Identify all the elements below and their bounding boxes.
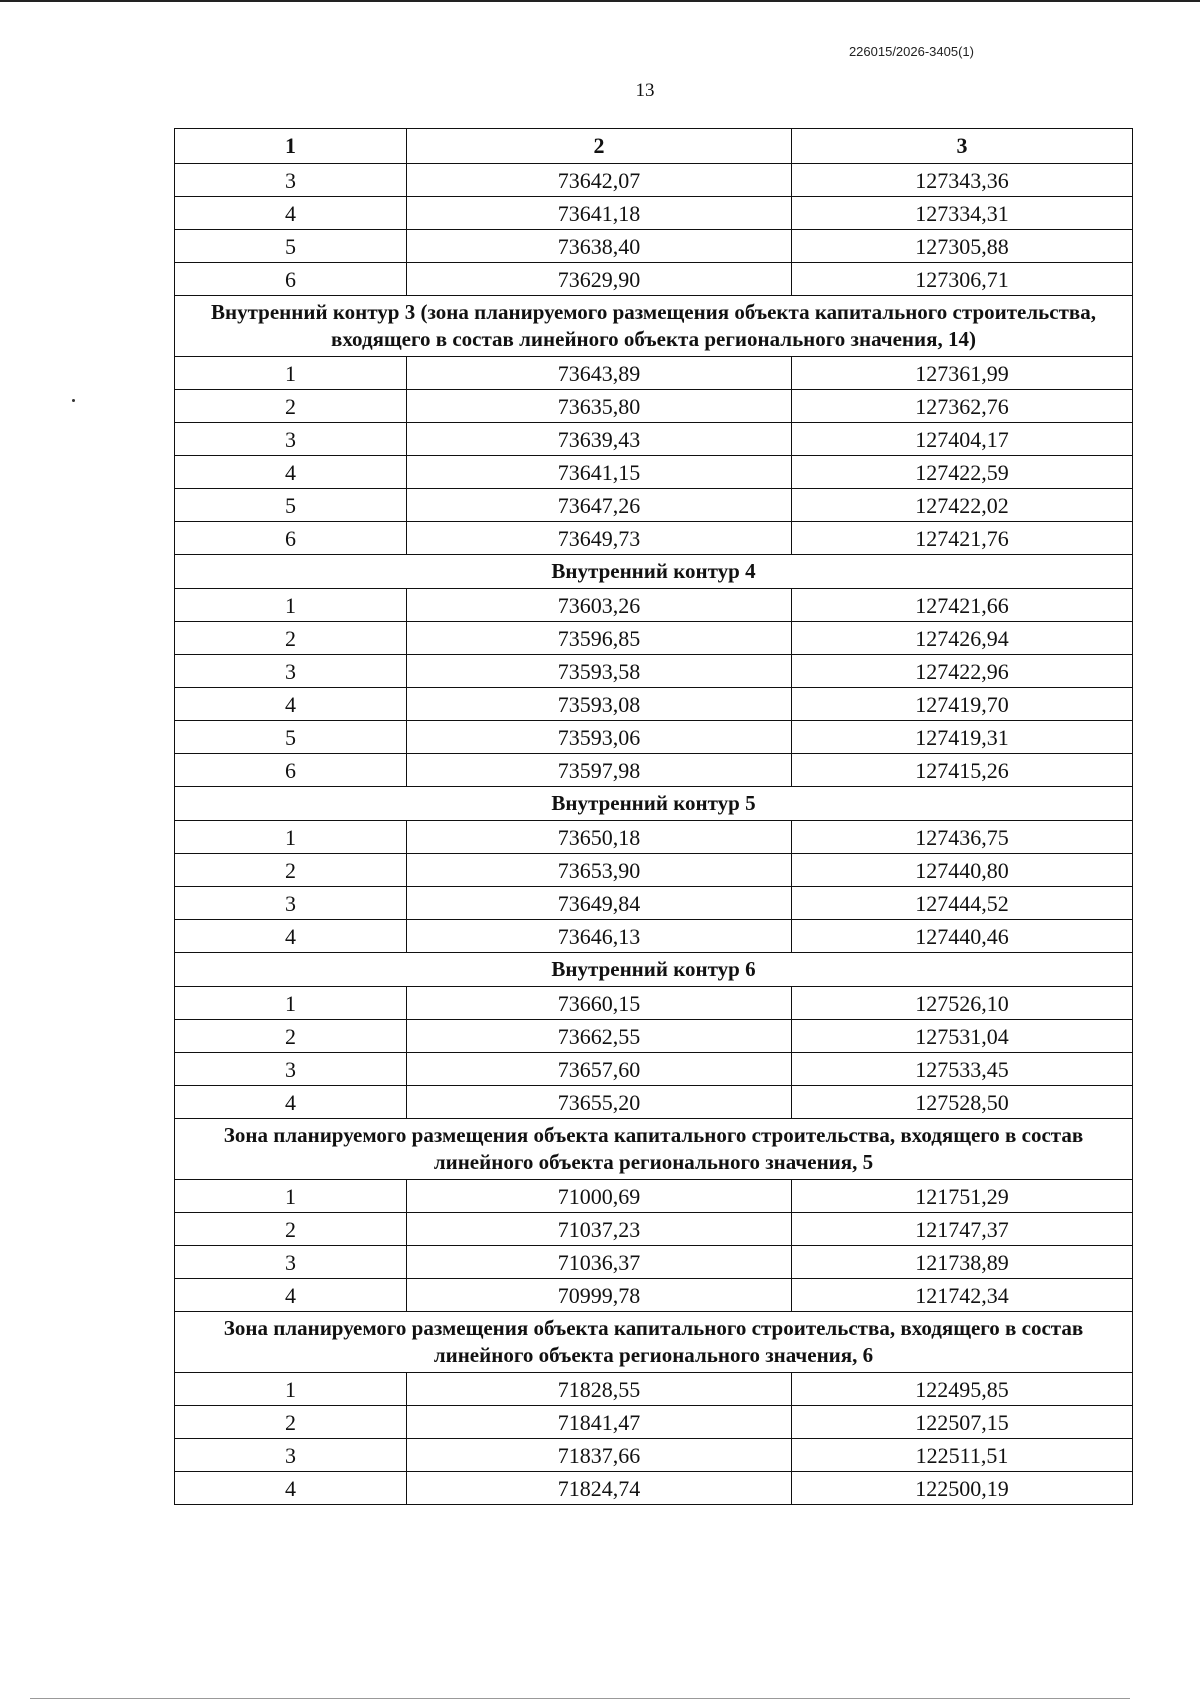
point-number-cell: 3 — [175, 655, 407, 688]
x-coordinate-cell: 73642,07 — [407, 164, 792, 197]
x-coordinate-cell: 73597,98 — [407, 754, 792, 787]
table-row — [175, 197, 1133, 230]
section-title: Зона планируемого размещения объекта капитального строительства, входящего в состав линейного объекта регионального значения, 5 — [175, 1119, 1133, 1180]
table-row — [175, 821, 1133, 854]
y-coordinate-cell: 127421,76 — [792, 522, 1133, 555]
column-header-y: 3 — [792, 129, 1133, 164]
y-coordinate-cell: 127404,17 — [792, 423, 1133, 456]
table-row — [175, 1053, 1133, 1086]
table-row — [175, 1279, 1133, 1312]
point-number-cell: 2 — [175, 1213, 407, 1246]
point-number-cell: 6 — [175, 263, 407, 296]
point-number-cell: 3 — [175, 423, 407, 456]
y-coordinate-cell: 127362,76 — [792, 390, 1133, 423]
y-coordinate-cell: 127305,88 — [792, 230, 1133, 263]
point-number-cell: 3 — [175, 164, 407, 197]
y-coordinate-cell: 127422,59 — [792, 456, 1133, 489]
x-coordinate-cell: 73650,18 — [407, 821, 792, 854]
x-coordinate-cell: 71037,23 — [407, 1213, 792, 1246]
point-number-cell: 6 — [175, 754, 407, 787]
x-coordinate-cell: 73593,06 — [407, 721, 792, 754]
section-header-row — [175, 787, 1133, 821]
point-number-cell: 2 — [175, 622, 407, 655]
y-coordinate-cell: 127444,52 — [792, 887, 1133, 920]
y-coordinate-cell: 122500,19 — [792, 1472, 1133, 1505]
x-coordinate-cell: 73603,26 — [407, 589, 792, 622]
x-coordinate-cell: 71837,66 — [407, 1439, 792, 1472]
x-coordinate-cell: 73596,85 — [407, 622, 792, 655]
table-row — [175, 230, 1133, 263]
point-number-cell: 5 — [175, 721, 407, 754]
point-number-cell: 1 — [175, 589, 407, 622]
table-row — [175, 754, 1133, 787]
table-row — [175, 522, 1133, 555]
point-number-cell: 5 — [175, 230, 407, 263]
section-header-row — [175, 953, 1133, 987]
y-coordinate-cell: 127419,31 — [792, 721, 1133, 754]
section-title: Зона планируемого размещения объекта капитального строительства, входящего в состав линейного объекта регионального значения, 6 — [175, 1312, 1133, 1373]
y-coordinate-cell: 127440,46 — [792, 920, 1133, 953]
document-id: 226015/2026-3405(1) — [848, 44, 974, 59]
x-coordinate-cell: 73593,08 — [407, 688, 792, 721]
y-coordinate-cell: 127436,75 — [792, 821, 1133, 854]
y-coordinate-cell: 127334,31 — [792, 197, 1133, 230]
table-row — [175, 489, 1133, 522]
table-row — [175, 721, 1133, 754]
x-coordinate-cell: 71000,69 — [407, 1180, 792, 1213]
y-coordinate-cell: 127526,10 — [792, 987, 1133, 1020]
point-number-cell: 4 — [175, 1086, 407, 1119]
x-coordinate-cell: 73655,20 — [407, 1086, 792, 1119]
y-coordinate-cell: 122511,51 — [792, 1439, 1133, 1472]
table-row — [175, 357, 1133, 390]
point-number-cell: 4 — [175, 1472, 407, 1505]
point-number-cell: 3 — [175, 1246, 407, 1279]
coordinates-table — [174, 128, 1133, 1505]
point-number-cell: 1 — [175, 1180, 407, 1213]
y-coordinate-cell: 127533,45 — [792, 1053, 1133, 1086]
point-number-cell: 1 — [175, 821, 407, 854]
point-number-cell: 2 — [175, 390, 407, 423]
table-row — [175, 456, 1133, 489]
point-number-cell: 2 — [175, 854, 407, 887]
section-title: Внутренний контур 6 — [175, 953, 1133, 987]
point-number-cell: 3 — [175, 887, 407, 920]
x-coordinate-cell: 73649,73 — [407, 522, 792, 555]
coordinates-table-body — [175, 129, 1133, 1505]
y-coordinate-cell: 127361,99 — [792, 357, 1133, 390]
x-coordinate-cell: 73639,43 — [407, 423, 792, 456]
point-number-cell: 4 — [175, 1279, 407, 1312]
table-row — [175, 1472, 1133, 1505]
table-row — [175, 1020, 1133, 1053]
scan-speck — [72, 399, 75, 402]
table-row — [175, 1086, 1133, 1119]
x-coordinate-cell: 73629,90 — [407, 263, 792, 296]
page-number: 13 — [635, 80, 655, 101]
y-coordinate-cell: 127421,66 — [792, 589, 1133, 622]
y-coordinate-cell: 127440,80 — [792, 854, 1133, 887]
section-title: Внутренний контур 5 — [175, 787, 1133, 821]
y-coordinate-cell: 121751,29 — [792, 1180, 1133, 1213]
column-header-point: 1 — [175, 129, 407, 164]
table-row — [175, 390, 1133, 423]
section-header-row — [175, 1312, 1133, 1373]
x-coordinate-cell: 71828,55 — [407, 1373, 792, 1406]
table-row — [175, 1180, 1133, 1213]
point-number-cell: 4 — [175, 456, 407, 489]
x-coordinate-cell: 73635,80 — [407, 390, 792, 423]
point-number-cell: 1 — [175, 357, 407, 390]
scan-edge-bottom — [30, 1698, 1130, 1699]
table-row — [175, 1439, 1133, 1472]
y-coordinate-cell: 121747,37 — [792, 1213, 1133, 1246]
y-coordinate-cell: 127415,26 — [792, 754, 1133, 787]
y-coordinate-cell: 121738,89 — [792, 1246, 1133, 1279]
table-row — [175, 854, 1133, 887]
section-header-row — [175, 1119, 1133, 1180]
x-coordinate-cell: 73646,13 — [407, 920, 792, 953]
point-number-cell: 2 — [175, 1406, 407, 1439]
table-row — [175, 1213, 1133, 1246]
table-row — [175, 1373, 1133, 1406]
table-row — [175, 1406, 1133, 1439]
point-number-cell: 1 — [175, 987, 407, 1020]
table-header-row — [175, 129, 1133, 164]
section-title: Внутренний контур 4 — [175, 555, 1133, 589]
y-coordinate-cell: 127422,96 — [792, 655, 1133, 688]
section-header-row — [175, 555, 1133, 589]
point-number-cell: 5 — [175, 489, 407, 522]
y-coordinate-cell: 121742,34 — [792, 1279, 1133, 1312]
x-coordinate-cell: 71841,47 — [407, 1406, 792, 1439]
point-number-cell: 4 — [175, 920, 407, 953]
section-header-row — [175, 296, 1133, 357]
table-row — [175, 688, 1133, 721]
y-coordinate-cell: 122507,15 — [792, 1406, 1133, 1439]
table-row — [175, 655, 1133, 688]
x-coordinate-cell: 73649,84 — [407, 887, 792, 920]
x-coordinate-cell: 71036,37 — [407, 1246, 792, 1279]
column-header-x: 2 — [407, 129, 792, 164]
point-number-cell: 4 — [175, 197, 407, 230]
point-number-cell: 6 — [175, 522, 407, 555]
point-number-cell: 3 — [175, 1053, 407, 1086]
x-coordinate-cell: 73641,18 — [407, 197, 792, 230]
point-number-cell: 3 — [175, 1439, 407, 1472]
y-coordinate-cell: 127422,02 — [792, 489, 1133, 522]
x-coordinate-cell: 73638,40 — [407, 230, 792, 263]
table-row — [175, 887, 1133, 920]
y-coordinate-cell: 127306,71 — [792, 263, 1133, 296]
scan-edge-top — [0, 0, 1200, 2]
table-row — [175, 164, 1133, 197]
section-title: Внутренний контур 3 (зона планируемого размещения объекта капитального строительства, входящего в состав линейного объекта регионального значения, 14) — [175, 296, 1133, 357]
y-coordinate-cell: 127528,50 — [792, 1086, 1133, 1119]
table-row — [175, 589, 1133, 622]
table-row — [175, 622, 1133, 655]
x-coordinate-cell: 70999,78 — [407, 1279, 792, 1312]
table-row — [175, 263, 1133, 296]
x-coordinate-cell: 73657,60 — [407, 1053, 792, 1086]
y-coordinate-cell: 127343,36 — [792, 164, 1133, 197]
x-coordinate-cell: 73641,15 — [407, 456, 792, 489]
x-coordinate-cell: 73662,55 — [407, 1020, 792, 1053]
y-coordinate-cell: 127531,04 — [792, 1020, 1133, 1053]
point-number-cell: 4 — [175, 688, 407, 721]
point-number-cell: 1 — [175, 1373, 407, 1406]
x-coordinate-cell: 73593,58 — [407, 655, 792, 688]
x-coordinate-cell: 73653,90 — [407, 854, 792, 887]
table-row — [175, 987, 1133, 1020]
x-coordinate-cell: 71824,74 — [407, 1472, 792, 1505]
point-number-cell: 2 — [175, 1020, 407, 1053]
x-coordinate-cell: 73643,89 — [407, 357, 792, 390]
x-coordinate-cell: 73647,26 — [407, 489, 792, 522]
table-row — [175, 920, 1133, 953]
y-coordinate-cell: 127426,94 — [792, 622, 1133, 655]
table-row — [175, 423, 1133, 456]
x-coordinate-cell: 73660,15 — [407, 987, 792, 1020]
y-coordinate-cell: 127419,70 — [792, 688, 1133, 721]
table-row — [175, 1246, 1133, 1279]
y-coordinate-cell: 122495,85 — [792, 1373, 1133, 1406]
